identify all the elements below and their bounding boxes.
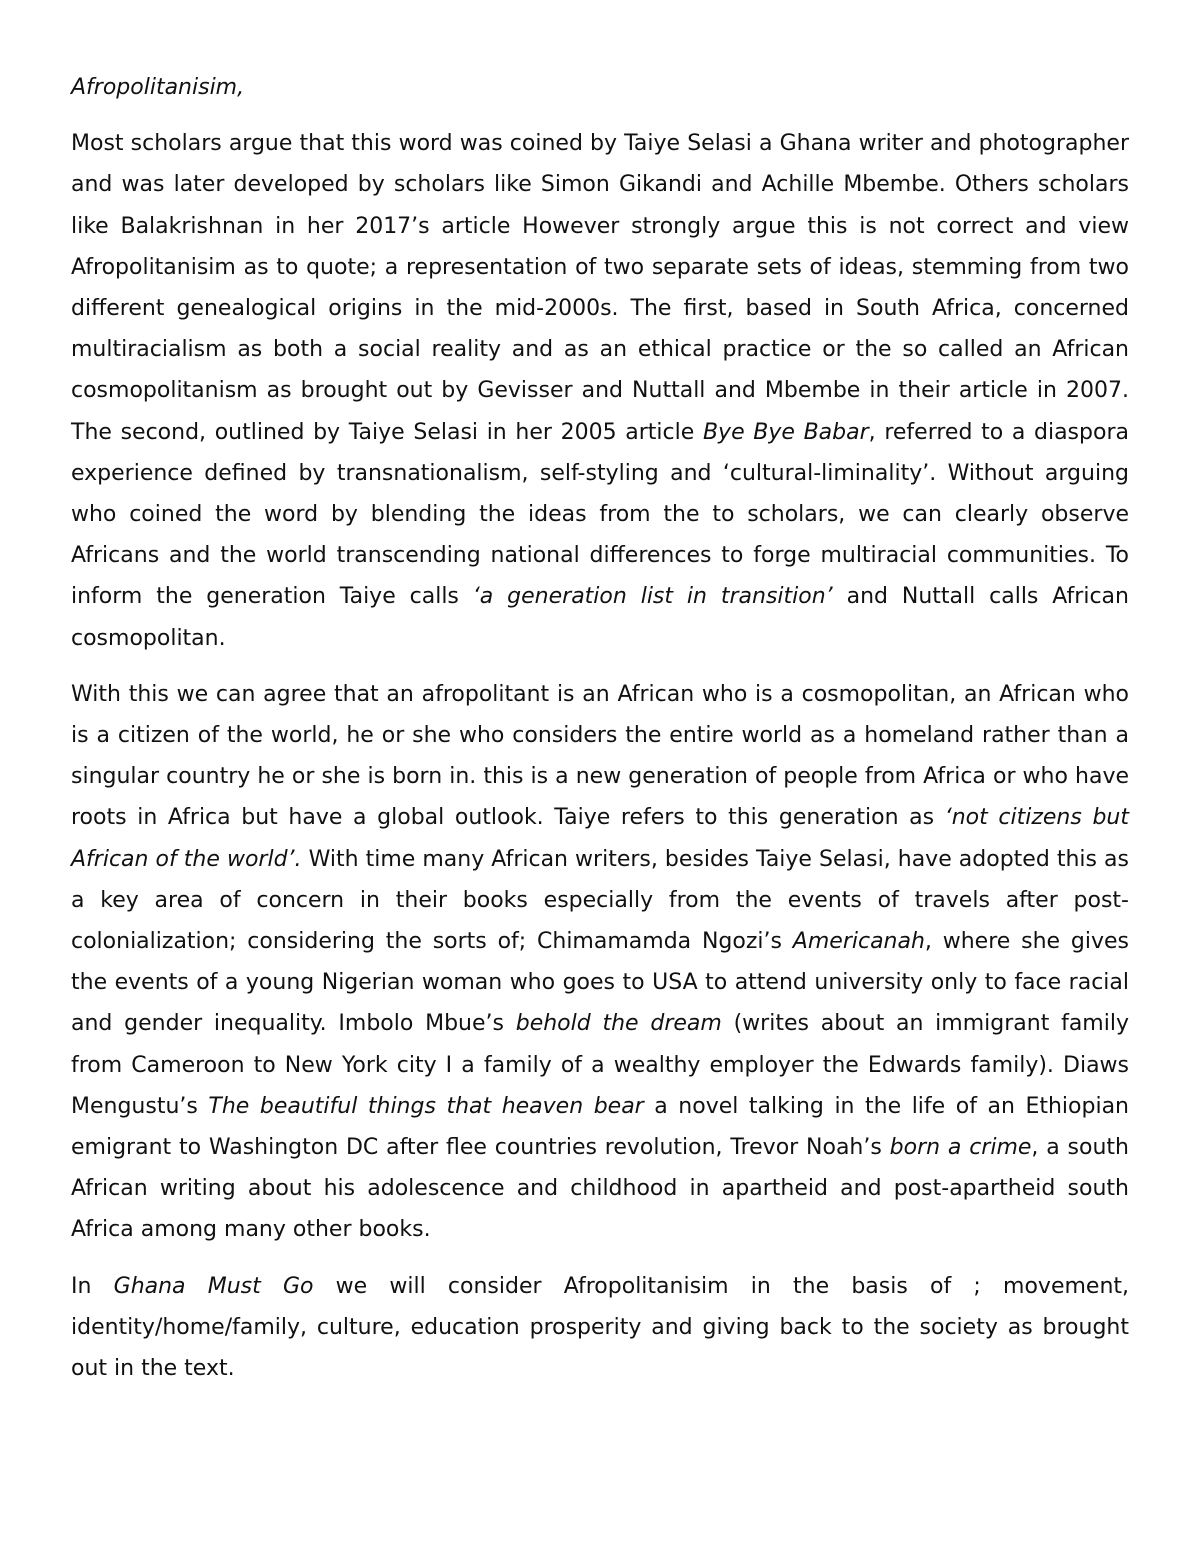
paragraph-3-italic-ghana-must-go: Ghana Must Go — [113, 1273, 314, 1299]
paragraph-2-text-g: (writes about an immigrant family from Cameroon to New York city I a family of a wealthy employer the Edwards family). Diaws Mengustu’s — [71, 1011, 1129, 1119]
paragraph-1 — [71, 123, 1129, 659]
paragraph-2-italic-americanah: Americanah — [792, 929, 925, 955]
paragraph-2-italic-quote: ‘not citizens but African of the world’. — [71, 805, 1130, 872]
paragraph-1-italic-title: Bye Bye Babar — [702, 419, 869, 445]
paragraph-2-text-a: With this we can agree that an afropolitant is an African who is a cosmopolitan, an African who is a citizen of the world, he or she who considers the entire world as a homeland rather than a singular country he or she is born in. this is a new generation of people from Africa or who have roots in Africa but have a global outlook. Taiye refers to this generation as — [71, 681, 1129, 831]
paragraph-1-text-c: , referred to a diaspora experience defined by transnationalism, self-styling and ‘cultural-liminality’. Without arguing who coined the word by blending the ideas from the to scholars, we can clearly observe Africans and the world transcending national differences to forge multiracial communities. To inform the generation Taiye calls — [71, 419, 1129, 610]
document-page — [71, 67, 1129, 1404]
paragraph-2-italic-behold: behold the dream — [515, 1011, 722, 1037]
paragraph-2-text-c: With time many African writers, besides Taiye Selasi, have adopted this as a key area of concern in their books especially from the events of travels after post-colonialization; considering the sorts of; Chimamamda Ngozi’s — [71, 846, 1129, 955]
paragraph-2-text-i: a novel talking in the life of an Ethiopian emigrant to Washington DC after flee countries revolution, Trevor Noah’s — [71, 1093, 1130, 1161]
paragraph-1-text-a: Most scholars argue that this word was coined by Taiye Selasi a Ghana writer and photographer and was later developed by scholars like Simon Gikandi and Achille Mbembe. Others scholars like Balakrishnan in her 2017’s article However strongly argue this is not correct and view Afropolitanisim as to quote; a representation of two separate sets of ideas, stemming from two different genealogical origins in the mid-2000s. The first, based in South Africa, concerned multiracialism as both a social reality and as an ethical practice or the so called an African cosmopolitanism as brought out by Gevisser and Nuttall and Mbembe in their article in 2007. The second, outlined by Taiye Selasi in her 2005 article — [71, 131, 1129, 445]
paragraph-1-text-e: and Nuttall calls African cosmopolitan. — [71, 584, 1129, 651]
paragraph-2-italic-born-a-crime: born a crime — [889, 1135, 1032, 1161]
paragraph-1-italic-quote: ‘a generation list in transition’ — [472, 584, 833, 610]
paragraph-2-text-k: , a south African writing about his adolescence and childhood in apartheid and post-apartheid south Africa among many other books. — [71, 1135, 1129, 1243]
paragraph-2 — [71, 674, 1129, 1251]
paragraph-3 — [71, 1266, 1129, 1390]
paragraph-3-text-a: In — [71, 1273, 114, 1299]
paragraph-2-text-e: , where she gives the events of a young Nigerian woman who goes to USA to attend university only to face racial and gender inequality. Imbolo Mbue’s — [71, 929, 1129, 1037]
document-title: Afropolitanisim, — [71, 75, 245, 100]
paragraph-3-text-c: we will consider Afropolitanisim in the basis of ; movement, identity/home/family, culture, education prosperity and giving back to the society as brought out in the text. — [71, 1273, 1130, 1382]
paragraph-2-italic-beautiful-things: The beautiful things that heaven bear — [208, 1093, 644, 1119]
